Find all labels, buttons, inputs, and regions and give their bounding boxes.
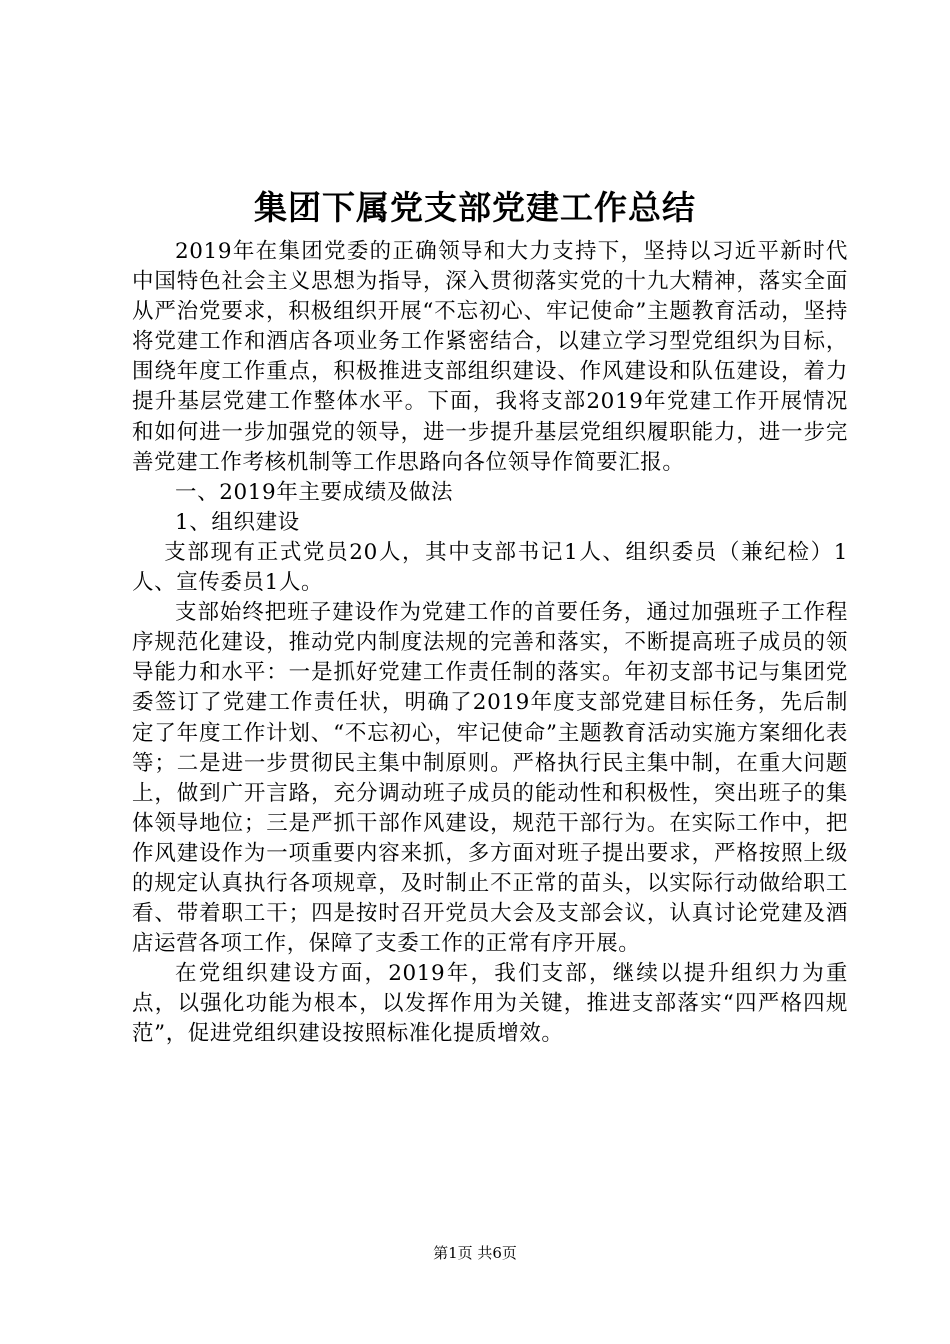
document-title: 集团下属党支部党建工作总结: [254, 188, 696, 227]
page-footer: 第1页 共6页: [433, 1244, 517, 1262]
paragraph-intro: 2019年在集团党委的正确领导和大力支持下，坚持以习近平新时代中国特色社会主义思想为指导，深入贯彻落实党的十九大精神，落实全面从严治党要求，积极组织开展“不忘初心、牢记使命”主题教育活动，坚持将党建工作和酒店各项业务工作紧密结合，以建立学习型党组织为目标，围绕年度工作重点，积极推进支部组织建设、作风建设和队伍建设，着力提升基层党建工作整体水平。下面，我将支部2019年党建工作开展情况和如何进一步加强党的领导，进一步提升基层党组织履职能力，进一步完善党建工作考核机制等工作思路向各位领导作简要汇报。: [132, 239, 848, 475]
paragraph-members: 支部现有正式党员20人，其中支部书记1人、组织委员（兼纪检）1人、宣传委员1人。: [132, 539, 848, 596]
document-body: [132, 237, 848, 1050]
paragraph-leadership: 支部始终把班子建设作为党建工作的首要任务，通过加强班子工作程序规范化建设，推动党内制度法规的完善和落实，不断提高班子成员的领导能力和水平：一是抓好党建工作责任制的落实。年初支部书记与集团党委签订了党建工作责任状，明确了2019年度支部党建目标任务，先后制定了年度工作计划、“不忘初心，牢记使命”主题教育活动实施方案细化表等；二是进一步贯彻民主集中制原则。严格执行民主集中制，在重大问题上，做到广开言路，充分调动班子成员的能动性和积极性，突出班子的集体领导地位；三是严抓干部作风建设，规范干部行为。在实际工作中，把作风建设作为一项重要内容来抓，多方面对班子提出要求，严格按照上级的规定认真执行各项规章，及时制止不正常的苗头，以实际行动做给职工看、带着职工干；四是按时召开党员大会及支部会议，认真讨论党建及酒店运营各项工作，保障了支委工作的正常有序开展。: [132, 600, 848, 957]
subsection-heading: 1、组织建设: [175, 509, 300, 535]
section-heading: 一、2019年主要成绩及做法: [175, 479, 454, 505]
paragraph-organization: 在党组织建设方面，2019年，我们支部，继续以提升组织力为重点，以强化功能为根本，以发挥作用为关键，推进支部落实“四严格四规范”，促进党组织建设按照标准化提质增效。: [132, 961, 848, 1047]
